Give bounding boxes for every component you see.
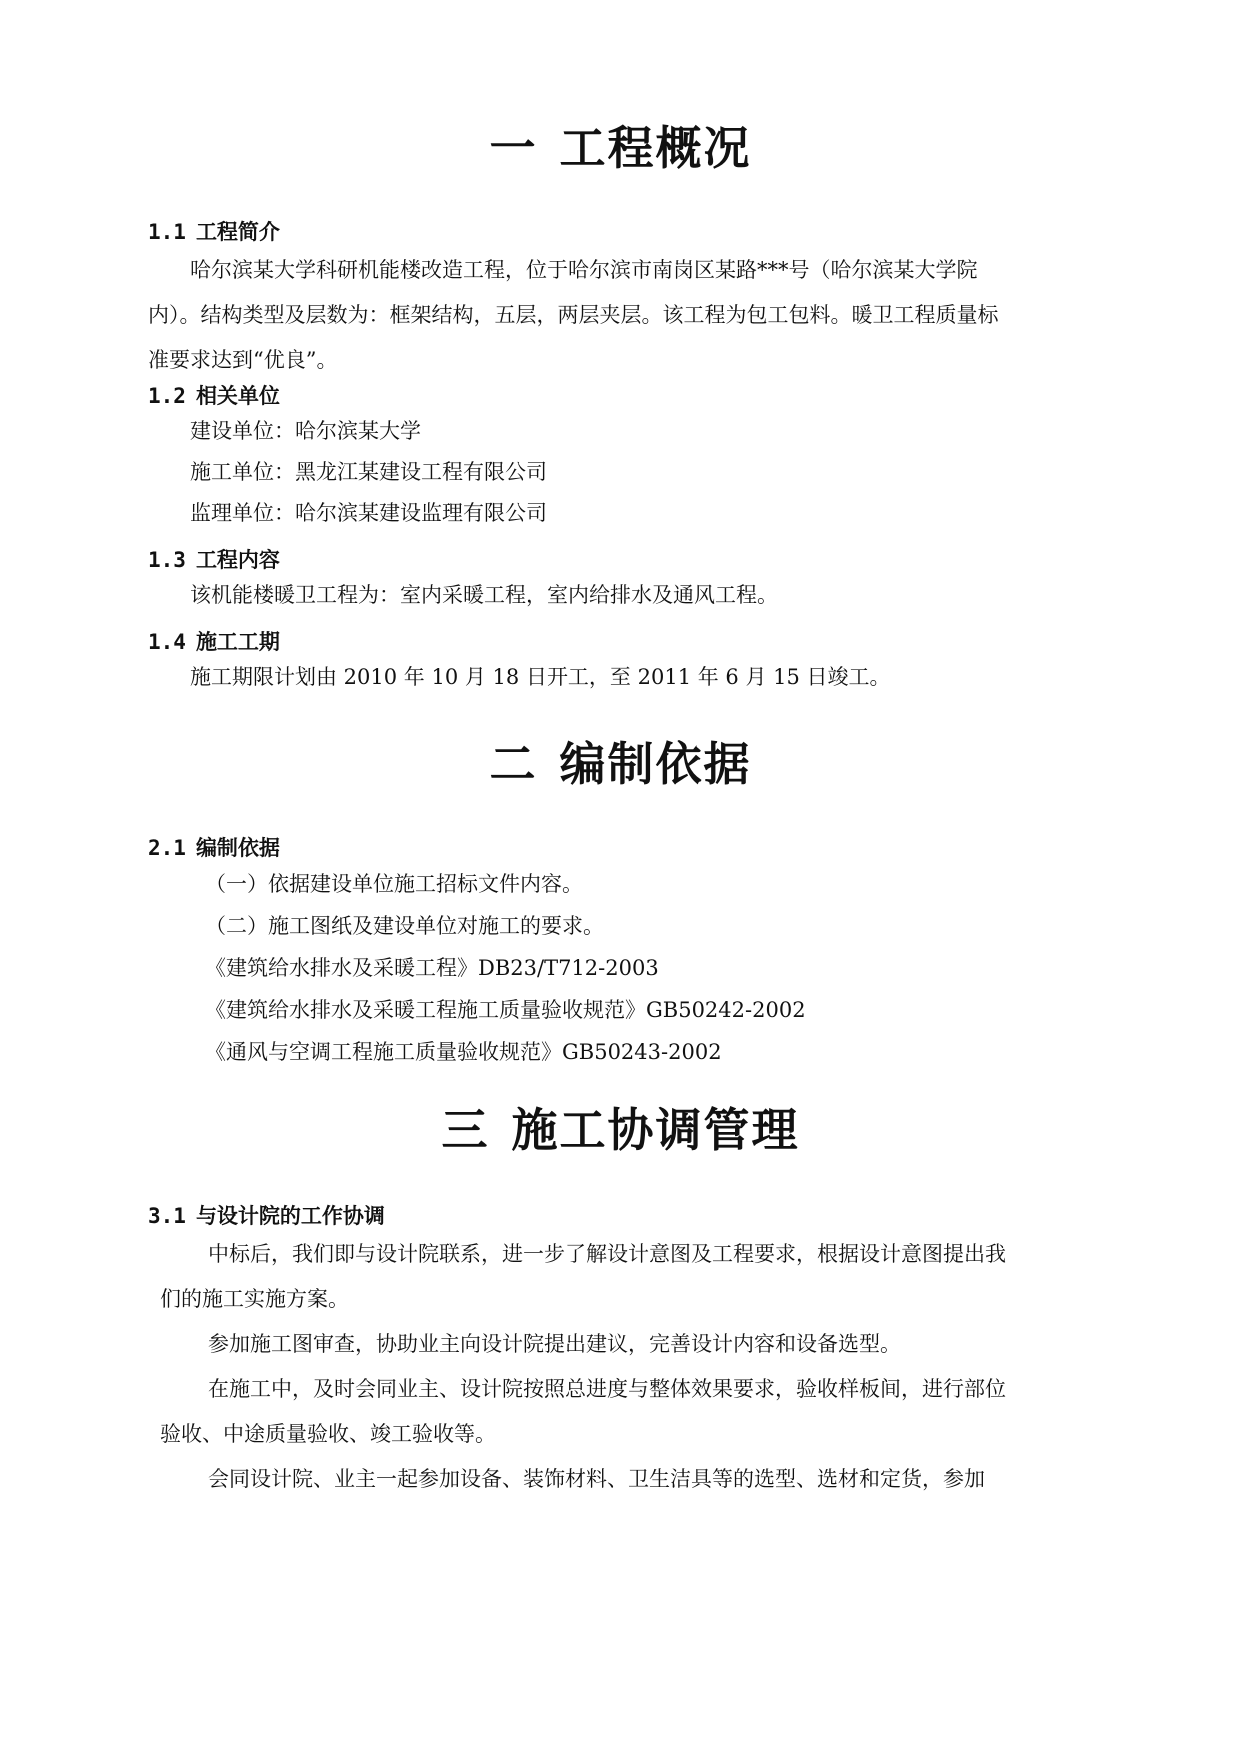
paragraph-line: （二）施工图纸及建设单位对施工的要求。 [205,914,604,938]
section-number: 三 [441,1103,490,1157]
subsection-number: 2.1 [148,836,186,860]
paragraph: 参加施工图审查，协助业主向设计院提出建议，完善设计内容和设备选型。 [208,1332,901,1356]
subsection-heading [148,216,280,246]
section-heading [0,728,1241,794]
paragraph: 在施工中，及时会同业主、设计院按照总进度与整体效果要求，验收样板间，进行部位验收、中途质量验收、竣工验收等。 [160,1377,1006,1446]
paragraph-line: 该机能楼暖卫工程为：室内采暖工程，室内给排水及通风工程。 [190,583,778,607]
subsection-title: 施工工期 [195,630,280,654]
subsection-title: 相关单位 [195,384,280,408]
paragraph-line: 《通风与空调工程施工质量验收规范》GB50243-2002 [205,1040,722,1064]
subsection-heading [148,832,280,862]
subsection-number: 1.1 [148,220,186,244]
subsection-heading [148,380,280,410]
subsection-title: 工程简介 [195,220,280,244]
paragraph-line: 建设单位：哈尔滨某大学 [190,419,421,443]
paragraph-line: 监理单位：哈尔滨某建设监理有限公司 [190,501,547,525]
section-title: 工程概况 [559,121,752,175]
paragraph-line: 《建筑给水排水及采暖工程》DB23/T712-2003 [205,956,659,980]
subsection-title: 编制依据 [195,836,280,860]
paragraph: 会同设计院、业主一起参加设备、装饰材料、卫生洁具等的选型、选材和定货，参加 [208,1467,985,1491]
subsection-heading [148,626,280,656]
section-heading [0,1094,1241,1160]
subsection-number: 1.3 [148,548,186,572]
paragraph: 哈尔滨某大学科研机能楼改造工程，位于哈尔滨市南岗区某路***号（哈尔滨某大学院内）。结构类型及层数为：框架结构，五层，两层夹层。该工程为包工包料。暖卫工程质量标准要求达到“优良”。 [148,258,999,372]
section-heading [0,112,1241,178]
section-number: 二 [489,737,538,791]
section-title: 施工协调管理 [511,1103,800,1157]
subsection-heading [148,1200,385,1230]
section-title: 编制依据 [559,737,752,791]
paragraph-line: 《建筑给水排水及采暖工程施工质量验收规范》GB50242-2002 [205,998,806,1022]
subsection-heading [148,544,280,574]
section-number: 一 [489,121,538,175]
subsection-number: 3.1 [148,1204,186,1228]
paragraph-line: 施工期限计划由 2010 年 10 月 18 日开工，至 2011 年 6 月 15 日竣工。 [190,665,891,689]
subsection-number: 1.2 [148,384,186,408]
paragraph-line: 施工单位：黑龙江某建设工程有限公司 [190,460,547,484]
subsection-title: 工程内容 [195,548,280,572]
subsection-title: 与设计院的工作协调 [195,1204,385,1228]
paragraph: 中标后，我们即与设计院联系，进一步了解设计意图及工程要求，根据设计意图提出我们的施工实施方案。 [160,1242,1006,1311]
subsection-number: 1.4 [148,630,186,654]
paragraph-line: （一）依据建设单位施工招标文件内容。 [205,872,583,896]
